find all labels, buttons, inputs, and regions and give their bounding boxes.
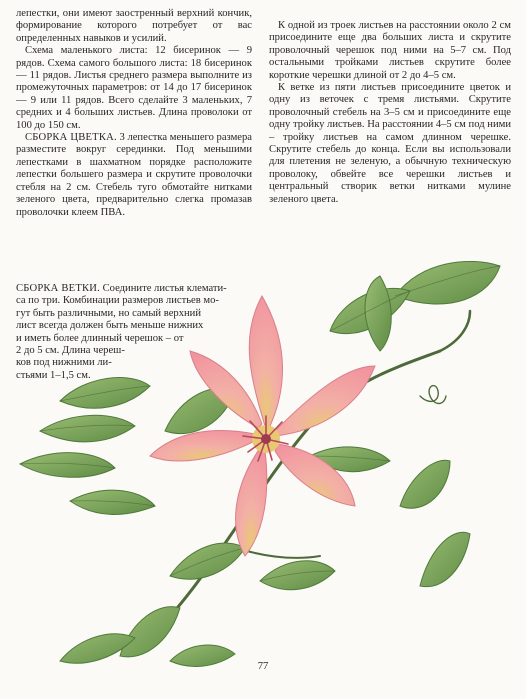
- leaf-right-2: [400, 460, 450, 508]
- branch-line-2: са по три. Комбинации размеров листьев мо-: [16, 295, 219, 307]
- left-column-top: [16, 8, 252, 219]
- paragraph-petals: лепестки, они имеют заостренный верхний кончик, формирование которого потребует от вас определенных навыков и усилий.: [16, 8, 252, 44]
- pistil: [261, 434, 271, 444]
- paragraph-final-assembly: К ветке из пяти листьев присоедините цветок и одну из веточек с тремя листьями. Скрутите проволочный стебель на 3–5 см и присоедините еще одну тройку листьев. На расстоянии 4–5 см под ними – тройку листьев на самом длинном черешке. Скрутите стебель до конца. Если вы использовали для плетения не зеленую, а обычную техническую проволоку, обвейте все черешки листьев и центральный створик ветки нитками мулине зеленого цвета.: [269, 82, 511, 205]
- branch-line-6: 2 до 5 см. Длина череш-: [16, 345, 125, 357]
- leaf-left-4: [70, 490, 155, 514]
- branch-line-3: гут быть различными, но самый верхний: [16, 307, 201, 319]
- leaf-left-3: [20, 453, 115, 478]
- petal-left: [150, 430, 255, 461]
- heading-flower-assembly: СБОРКА ЦВЕТКА.: [25, 132, 117, 144]
- heading-branch-assembly: СБОРКА ВЕТКИ.: [16, 283, 100, 294]
- paragraph-leaf-triples: К одной из троек листьев на расстоянии около 2 см присоедините еще два больших листа и скрутите проволочный черешок под ними на 5–7 см. Под остальными тройками листьев скрутите более короткие черешки длиной от 2 до 4–5 см.: [269, 20, 511, 81]
- leaf-left-1: [60, 378, 150, 409]
- main-stem: [140, 351, 440, 646]
- paragraph-leaf-scheme: Схема маленького листа: 12 бисеринок — 9 рядов. Схема самого большого листа: 18 бисеринок — 11 рядов. Листья среднего размера выполните из промежуточных параметров: от 14 до 17 бисеринок — 9 или 11 рядов. Всего сделайте 3 маленьких, 7 средних и 4 больших листьев. Длина проволоки от 100 до 150 см.: [16, 45, 252, 131]
- page-number: 77: [257, 661, 269, 672]
- leaf-top-upright: [365, 276, 391, 351]
- branch-line-4: лист всегда должен быть меньше нижних: [16, 320, 204, 332]
- branch-line-5: и иметь более длинный черешок – от: [16, 332, 184, 344]
- leaf-bottom-3: [120, 607, 180, 657]
- petal-upper-right: [275, 366, 375, 436]
- leaf-top-right: [395, 261, 500, 304]
- petal-bottom: [236, 451, 267, 556]
- upper-stem: [440, 311, 470, 351]
- tendril: [420, 386, 446, 404]
- beaded-clematis-illustration: [0, 256, 526, 676]
- branch-line-1: Соедините листья клемати-: [99, 283, 227, 294]
- leaf-bottom-2: [260, 561, 335, 590]
- right-column: [269, 20, 511, 206]
- leaf-bottom-1: [170, 543, 245, 579]
- text-flower-assembly: 3 лепестка меньшего размера разместите вокруг серединки. Под меньшими лепестками в шахматном порядке расположите лепестки большего размера и скрутите проволочки стебля на 2 см. Стебель туго обмотайте нитками зеленого цвета, предварительно слегка промазав проволочки клеем ПВА.: [16, 132, 252, 218]
- branch-line-8: стьями 1–1,5 см.: [16, 369, 91, 381]
- leaf-right-3: [420, 532, 470, 586]
- leaf-left-2: [40, 415, 135, 442]
- branch-line-7: ков под нижними ли-: [16, 357, 112, 369]
- paragraph-flower-assembly: [16, 132, 252, 219]
